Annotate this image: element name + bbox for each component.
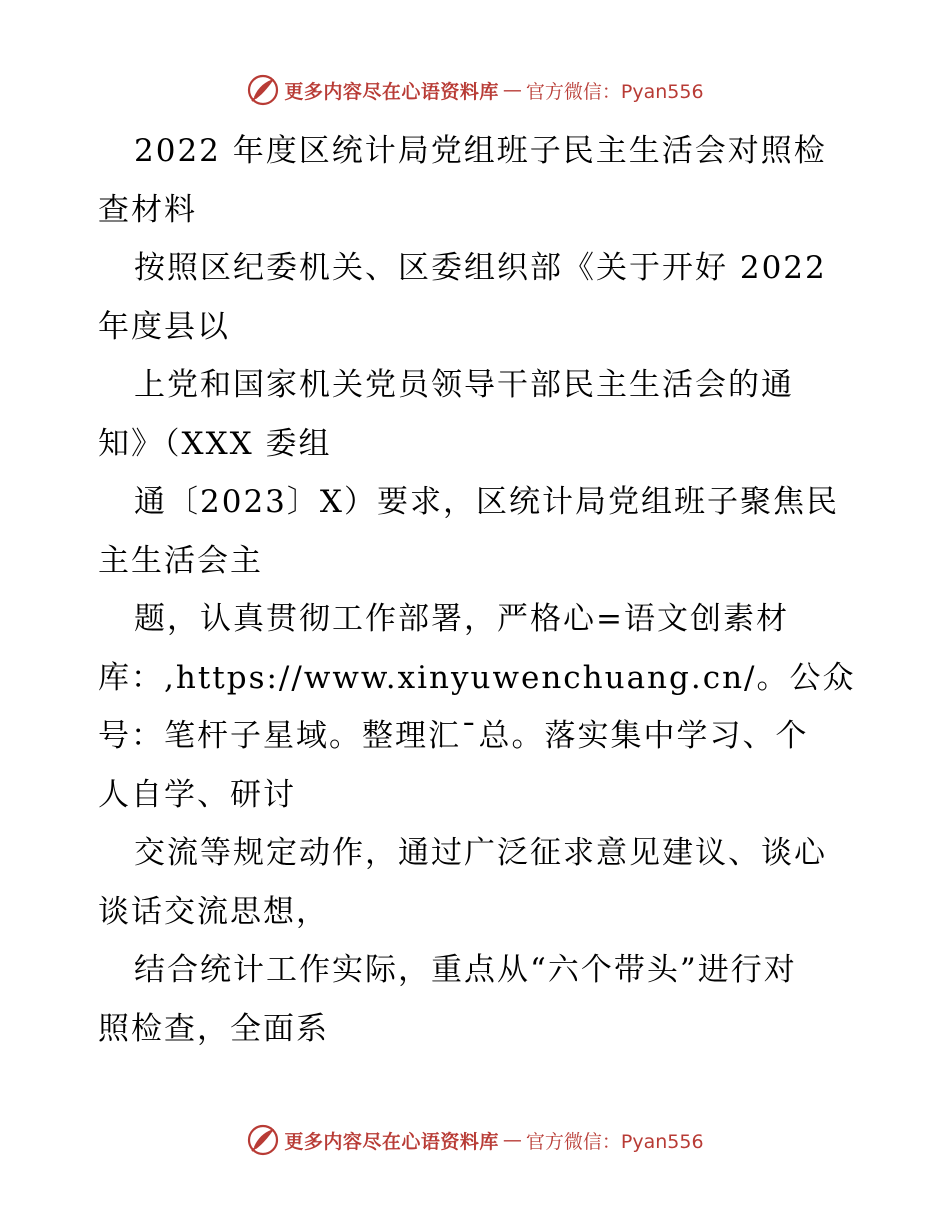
header-banner <box>0 70 950 110</box>
text-line: 知》（XXX 委组 <box>98 425 332 462</box>
banner-contact: 官方微信：Pyan556 <box>525 80 704 103</box>
header-banner-content <box>246 73 703 107</box>
text-line: 号：笔杆子星域。整理汇¯总。落实集中学习、个 <box>98 718 809 754</box>
footer-banner <box>0 1120 950 1160</box>
quill-pen-logo-icon <box>246 73 280 107</box>
text-line: 通〔2023〕X）要求，区统计局党组班子聚焦民 <box>134 484 839 520</box>
text-line: 上党和国家机关党员领导干部民主生活会的通 <box>134 367 794 403</box>
text-line: 按照区纪委机关、区委组织部《关于开好 2022 <box>134 250 827 286</box>
banner-title: 更多内容尽在心语资料库 <box>284 1130 499 1153</box>
quill-pen-logo-icon <box>246 1123 280 1157</box>
text-line: 主生活会主 <box>98 542 263 579</box>
banner-separator: — <box>502 79 522 101</box>
text-line: 谈话交流思想， <box>98 893 329 930</box>
banner-separator: — <box>502 1129 522 1151</box>
text-line: 照检查，全面系 <box>98 1010 329 1047</box>
text-line: 年度县以 <box>98 308 230 345</box>
footer-banner-content <box>246 1123 703 1157</box>
text-line: 库：,https://www.xinyuwenchuang.cn/。公众 <box>98 659 856 696</box>
banner-title: 更多内容尽在心语资料库 <box>284 80 499 103</box>
document-body <box>98 122 858 1058</box>
text-line: 查材料 <box>98 191 197 228</box>
text-line: 2022 年度区统计局党组班子民主生活会对照检 <box>134 133 827 169</box>
text-line: 人自学、研讨 <box>98 776 296 813</box>
banner-contact: 官方微信：Pyan556 <box>525 1130 704 1153</box>
text-line: 题，认真贯彻工作部署，严格心=语文创素材 <box>134 601 789 637</box>
text-line: 交流等规定动作，通过广泛征求意见建议、谈心 <box>134 835 827 871</box>
text-line: 结合统计工作实际，重点从“六个带头”进行对 <box>134 952 797 988</box>
